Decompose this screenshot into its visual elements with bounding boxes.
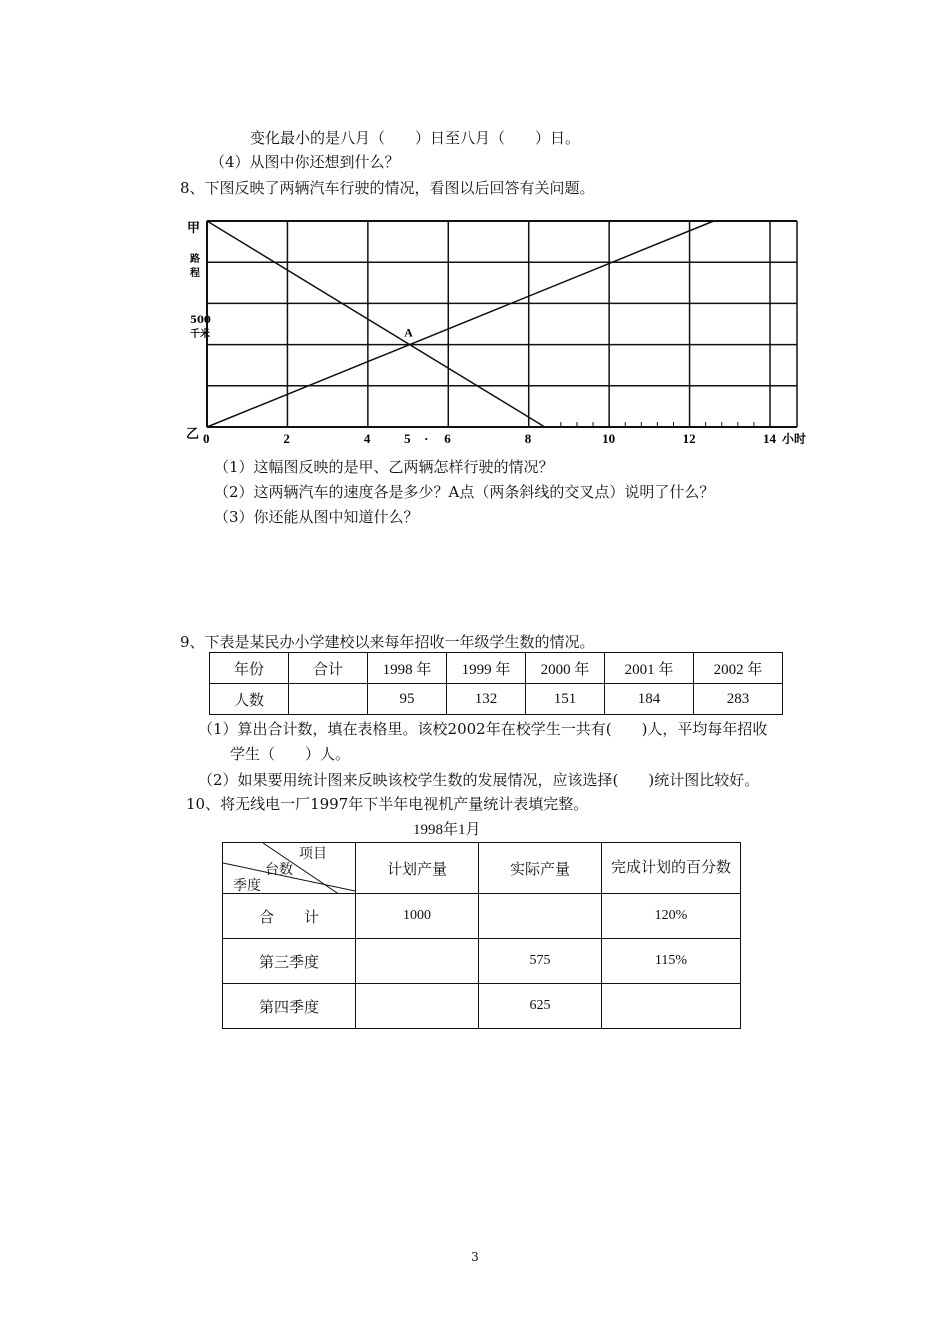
corner-unit: 台数 [265,863,293,878]
table-cell: 1000 [356,894,479,939]
x-tick-label: 14 [763,431,776,446]
y-side-label: 路 [190,254,200,265]
y-side-label: 500 [190,315,211,326]
y-label-top: 甲 [187,221,201,236]
corner-season: 季度 [233,879,261,894]
table-cell: 575 [479,939,602,984]
y-label-bottom: 乙 [186,427,200,442]
x-tick-label: · [424,431,429,446]
question-10: 10、将无线电一厂1997年下半年电视机产量统计表填完整。 [186,795,589,813]
table-cell [602,984,741,1029]
table-header: 2000 年 [526,653,605,684]
table-header: 计划产量 [356,843,479,894]
series-line [207,221,545,427]
table-row [223,984,741,1029]
table-cell: 132 [447,684,526,715]
table-cell: 120% [602,894,741,939]
travel-chart [0,210,950,450]
row-label: 第三季度 [223,939,356,984]
production-table [222,842,741,1029]
table-cell [356,984,479,1029]
table-header: 实际产量 [479,843,602,894]
table-row [210,684,783,715]
table-cell: 184 [605,684,694,715]
row-label: 第四季度 [223,984,356,1029]
table-cell: 151 [526,684,605,715]
table-header: 1999 年 [447,653,526,684]
row-label: 人数 [210,684,289,715]
table-header: 2002 年 [694,653,783,684]
x-tick-label: 2 [283,431,290,446]
x-tick-label: 8 [524,431,532,446]
table-header: 2001 年 [605,653,694,684]
question-9-1a: （1）算出合计数，填在表格里。该校2002年在校学生一共有( )人，平均每年招收 [198,720,768,738]
x-tick-label: 5 [404,431,411,446]
table-cell [479,894,602,939]
table-cell [289,684,368,715]
question-8-1: （1）这幅图反映的是甲、乙两辆怎样行驶的情况？ [214,458,554,476]
table-row [223,939,741,984]
table-cell [356,939,479,984]
text-line-1: 变化最小的是八月（ ）日至八月（ ）日。 [250,129,581,147]
table-header: 合计 [289,653,368,684]
x-axis-unit: 小时 [782,432,807,446]
question-8-2: （2）这两辆汽车的速度各是多少？A点（两条斜线的交叉点）说明了什么？ [214,483,715,501]
table-10-caption: 1998年1月 [413,822,481,838]
table-cell: 625 [479,984,602,1029]
text-line-2: （4）从图中你还想到什么？ [210,153,400,171]
row-label: 合 计 [223,894,356,939]
table-header: 年份 [210,653,289,684]
corner-item: 项目 [299,847,327,862]
table-row [223,843,741,894]
table-row [223,894,741,939]
table-row [210,653,783,684]
table-cell: 95 [368,684,447,715]
series-line [207,221,714,427]
table-cell: 115% [602,939,741,984]
enrollment-table [209,652,783,715]
x-tick-label: 10 [602,431,616,446]
point-label-a: A [404,325,413,340]
x-tick-label: 6 [444,431,451,446]
y-side-label: 程 [190,268,200,279]
x-tick-label: 0 [203,431,210,446]
x-tick-label: 4 [363,431,371,446]
question-9-1b: 学生（ ）人。 [230,745,351,763]
corner-cell [223,843,356,894]
question-9-2: （2）如果要用统计图来反映该校学生数的发展情况，应该选择( )统计图比较好。 [198,771,760,789]
table-header: 完成计划的百分数 [602,843,741,894]
table-cell: 283 [694,684,783,715]
question-8: 8、下图反映了两辆汽车行驶的情况，看图以后回答有关问题。 [180,179,595,197]
question-8-3: （3）你还能从图中知道什么？ [214,508,419,526]
y-side-label: 千米 [190,329,210,340]
table-header: 1998 年 [368,653,447,684]
question-9: 9、下表是某民办小学建校以来每年招收一年级学生数的情况。 [180,633,595,651]
page-number: 3 [471,1250,479,1264]
x-tick-label: 12 [682,431,696,446]
